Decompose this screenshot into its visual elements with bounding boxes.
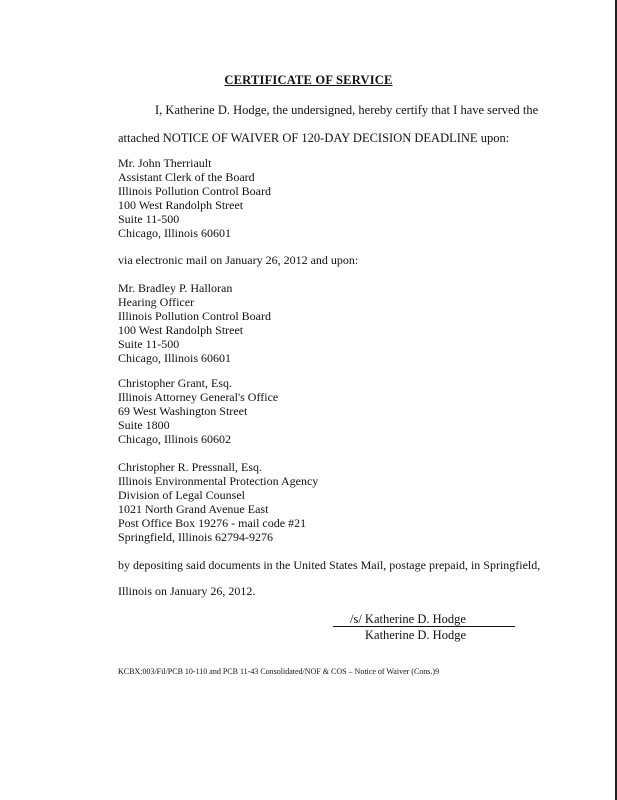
- printed-name: Katherine D. Hodge: [365, 628, 467, 642]
- address-line: Illinois Environmental Protection Agency: [118, 474, 319, 488]
- recipient-block: [118, 376, 278, 446]
- document-footer: KCBX:003/Fil/PCB 10-110 and PCB 11-43 Consolidated/NOF & COS – Notice of Waiver (Cons.)9: [118, 667, 440, 676]
- address-line: Mr. John Therriault: [118, 156, 212, 170]
- address-line: Post Office Box 19276 - mail code #21: [118, 516, 307, 530]
- address-line: Illinois Pollution Control Board: [118, 309, 272, 323]
- recipient-block: [118, 156, 271, 240]
- address-line: Suite 11-500: [118, 212, 180, 226]
- address-line: Suite 11-500: [118, 337, 180, 351]
- address-line: Christopher Grant, Esq.: [118, 376, 232, 390]
- address-line: Chicago, Illinois 60601: [118, 351, 231, 365]
- recipient-block: [118, 460, 318, 544]
- recipient-block: [118, 281, 271, 365]
- electronic-signature: /s/ Katherine D. Hodge: [333, 612, 515, 627]
- certificate-title: CERTIFICATE OF SERVICE: [224, 73, 393, 87]
- address-line: Mr. Bradley P. Halloran: [118, 281, 233, 295]
- address-line: Springfield, Illinois 62794-9276: [118, 530, 273, 544]
- address-line: Assistant Clerk of the Board: [118, 170, 255, 184]
- address-line: Chicago, Illinois 60602: [118, 432, 231, 446]
- via-electronic-line: via electronic mail on January 26, 2012 and upon:: [118, 253, 359, 267]
- address-line: 1021 North Grand Avenue East: [118, 502, 269, 516]
- intro-line-1: I, Katherine D. Hodge, the undersigned, hereby certify that I have served the: [155, 103, 539, 117]
- intro-line-2: attached NOTICE OF WAIVER OF 120-DAY DECISION DEADLINE upon:: [118, 131, 510, 145]
- closing-line-1: by depositing said documents in the United States Mail, postage prepaid, in Springfield,: [118, 558, 541, 572]
- signature-block: [333, 612, 515, 642]
- address-line: Suite 1800: [118, 418, 170, 432]
- closing-line-2: Illinois on January 26, 2012.: [118, 584, 256, 598]
- address-line: Illinois Attorney General's Office: [118, 390, 279, 404]
- address-line: Illinois Pollution Control Board: [118, 184, 272, 198]
- address-line: 100 West Randolph Street: [118, 198, 244, 212]
- address-line: Hearing Officer: [118, 295, 195, 309]
- address-line: Christopher R. Pressnall, Esq.: [118, 460, 262, 474]
- address-line: Chicago, Illinois 60601: [118, 226, 231, 240]
- address-line: Division of Legal Counsel: [118, 488, 245, 502]
- address-line: 100 West Randolph Street: [118, 323, 244, 337]
- address-line: 69 West Washington Street: [118, 404, 248, 418]
